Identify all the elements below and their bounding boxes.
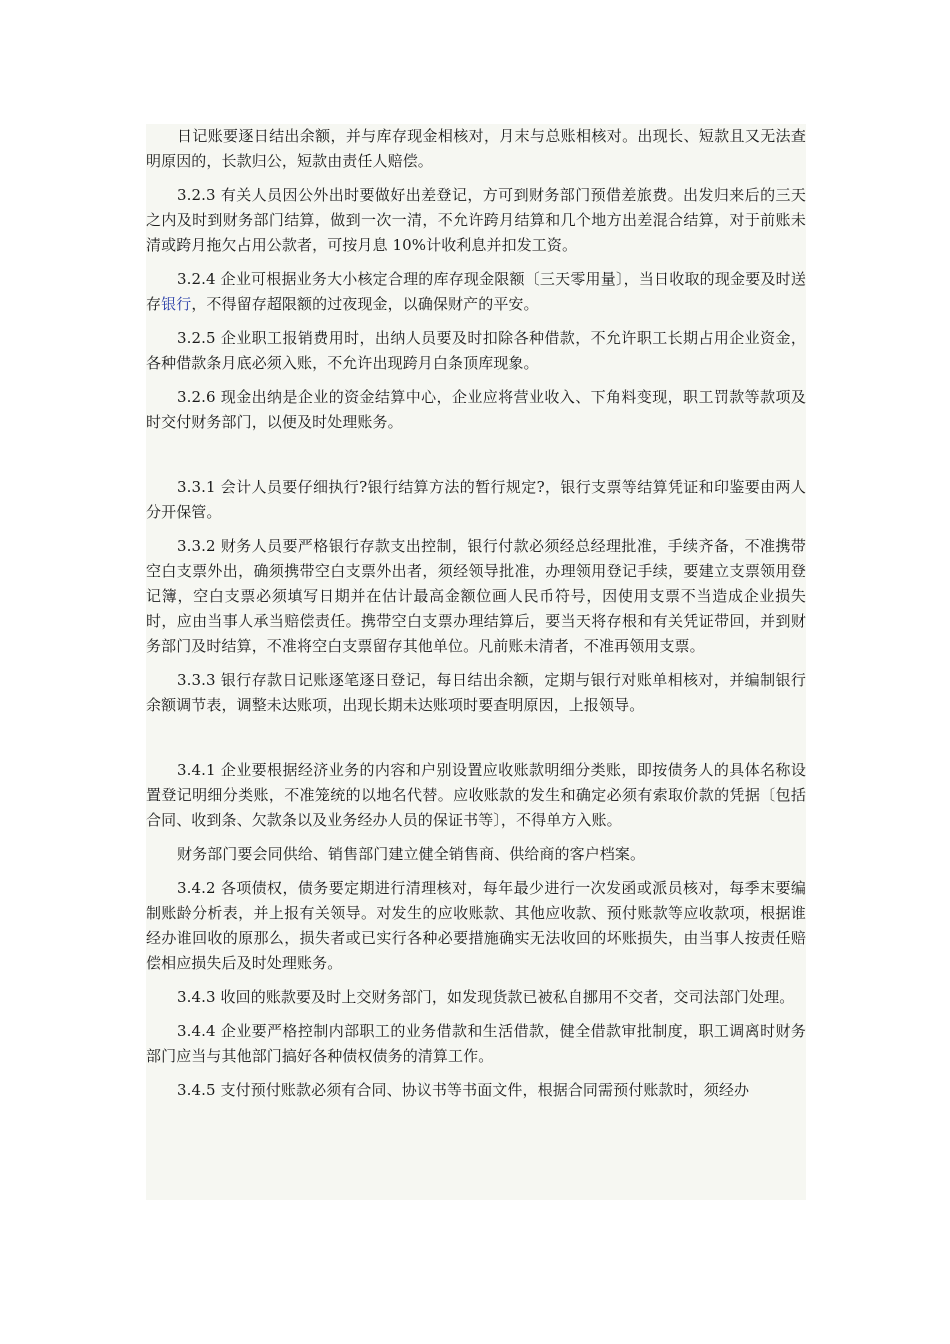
paragraph-3-4-3: 3.4.3 收回的账款要及时上交财务部门，如发现货款已被私自挪用不交者，交司法部门处理。 [177,988,795,1006]
paragraph-3-3-1: 3.3.1 会计人员要仔细执行?银行结算方法的暂行规定?，银行支票等结算凭证和印鉴要由两人分开保管。 [146,478,806,521]
bank-link[interactable]: 银行 [161,295,192,313]
paragraph-gap [146,833,806,842]
paragraph-gap [146,867,806,876]
paragraph-gap [146,258,806,267]
paragraph-3-4-1: 3.4.1 企业要根据经济业务的内容和户别设置应收账款明细分类账，即按债务人的具体名称设置登记明细分类账，不准笼统的以地名代替。应收账款的发生和确定必须有索取价款的凭据〔包括合同、收到条、欠款条以及业务经办人员的保证书等〕，不得单方入账。 [146,761,806,829]
paragraph-3-4-5: 3.4.5 支付预付账款必须有合同、协议书等书面文件，根据合同需预付账款时，须经办 [177,1081,750,1099]
paragraph-gap [146,976,806,985]
paragraph-gap [146,659,806,668]
paragraph-gap [146,317,806,326]
paragraph-3-4-4: 3.4.4 企业要严格控制内部职工的业务借款和生活借款，健全借款审批制度，职工调离时财务部门应当与其他部门搞好各种债权债务的清算工作。 [146,1022,806,1065]
section-gap [146,435,806,475]
section-gap [146,718,806,758]
paragraph-3-2-4 [146,267,806,317]
paragraph-gap [146,525,806,534]
paragraph-3-3-3: 3.3.3 银行存款日记账逐笔逐日登记，每日结出余额，定期与银行对账单相核对，并编制银行余额调节表，调整未达账项，出现长期未达账项时要查明原因，上报领导。 [146,671,806,714]
paragraph-3-4-2: 3.4.2 各项债权，债务要定期进行清理核对，每年最少进行一次发函或派员核对，每季末要编制账龄分析表，并上报有关领导。对发生的应收账款、其他应收款、预付账款等应收款项，根据谁经办谁回收的原那么，损失者或已实行各种必要措施确实无法收回的坏账损失，由当事人按责任赔偿相应损失后及时处理账务。 [146,879,806,972]
paragraph-gap [146,376,806,385]
paragraph-customer-files: 财务部门要会同供给、销售部门建立健全销售商、供给商的客户档案。 [177,845,646,863]
paragraph-3-2-6: 3.2.6 现金出纳是企业的资金结算中心，企业应将营业收入、下角料变现，职工罚款等款项及时交付财务部门，以便及时处理账务。 [146,388,806,431]
paragraph-gap [146,1010,806,1019]
paragraph-3-2-4-text-after: ，不得留存超限额的过夜现金，以确保财产的平安。 [191,295,539,313]
paragraph-3-3-2: 3.3.2 财务人员要严格银行存款支出控制，银行付款必须经总经理批准，手续齐备，不准携带空白支票外出，确须携带空白支票外出者，须经领导批准，办理领用登记手续，要建立支票领用登记簿，空白支票必须填写日期并在估计最高金额位画人民币符号，因使用支票不当造成企业损失时，应由当事人承当赔偿责任。携带空白支票办理结算后，要当天将存根和有关凭证带回，并到财务部门及时结算，不准将空白支票留存其他单位。凡前账未清者，不准再领用支票。 [146,537,806,655]
paragraph-gap [146,174,806,183]
paragraph-3-2-5: 3.2.5 企业职工报销费用时，出纳人员要及时扣除各种借款，不允许职工长期占用企业资金，各种借款条月底必须入账，不允许出现跨月白条顶库现象。 [146,329,806,372]
paragraph-3-2-4-text-before: 3.2.4 企业可根据业务大小核定合理的库存现金限额〔三天零用量〕，当日收取的现金要及时送存 [146,270,806,313]
paragraph-3-2-3: 3.2.3 有关人员因公外出时要做好出差登记，方可到财务部门预借差旅费。出发归来后的三天之内及时到财务部门结算，做到一次一清，不允许跨月结算和几个地方出差混合结算，对于前账未清或跨月拖欠占用公款者，可按月息 10%计收利息并扣发工资。 [146,186,806,254]
document-body [146,124,806,1200]
paragraph-gap [146,1069,806,1078]
paragraph-cash-journal: 日记账要逐日结出余额，并与库存现金相核对，月末与总账相核对。出现长、短款且又无法查明原因的，长款归公，短款由责任人赔偿。 [146,127,806,170]
